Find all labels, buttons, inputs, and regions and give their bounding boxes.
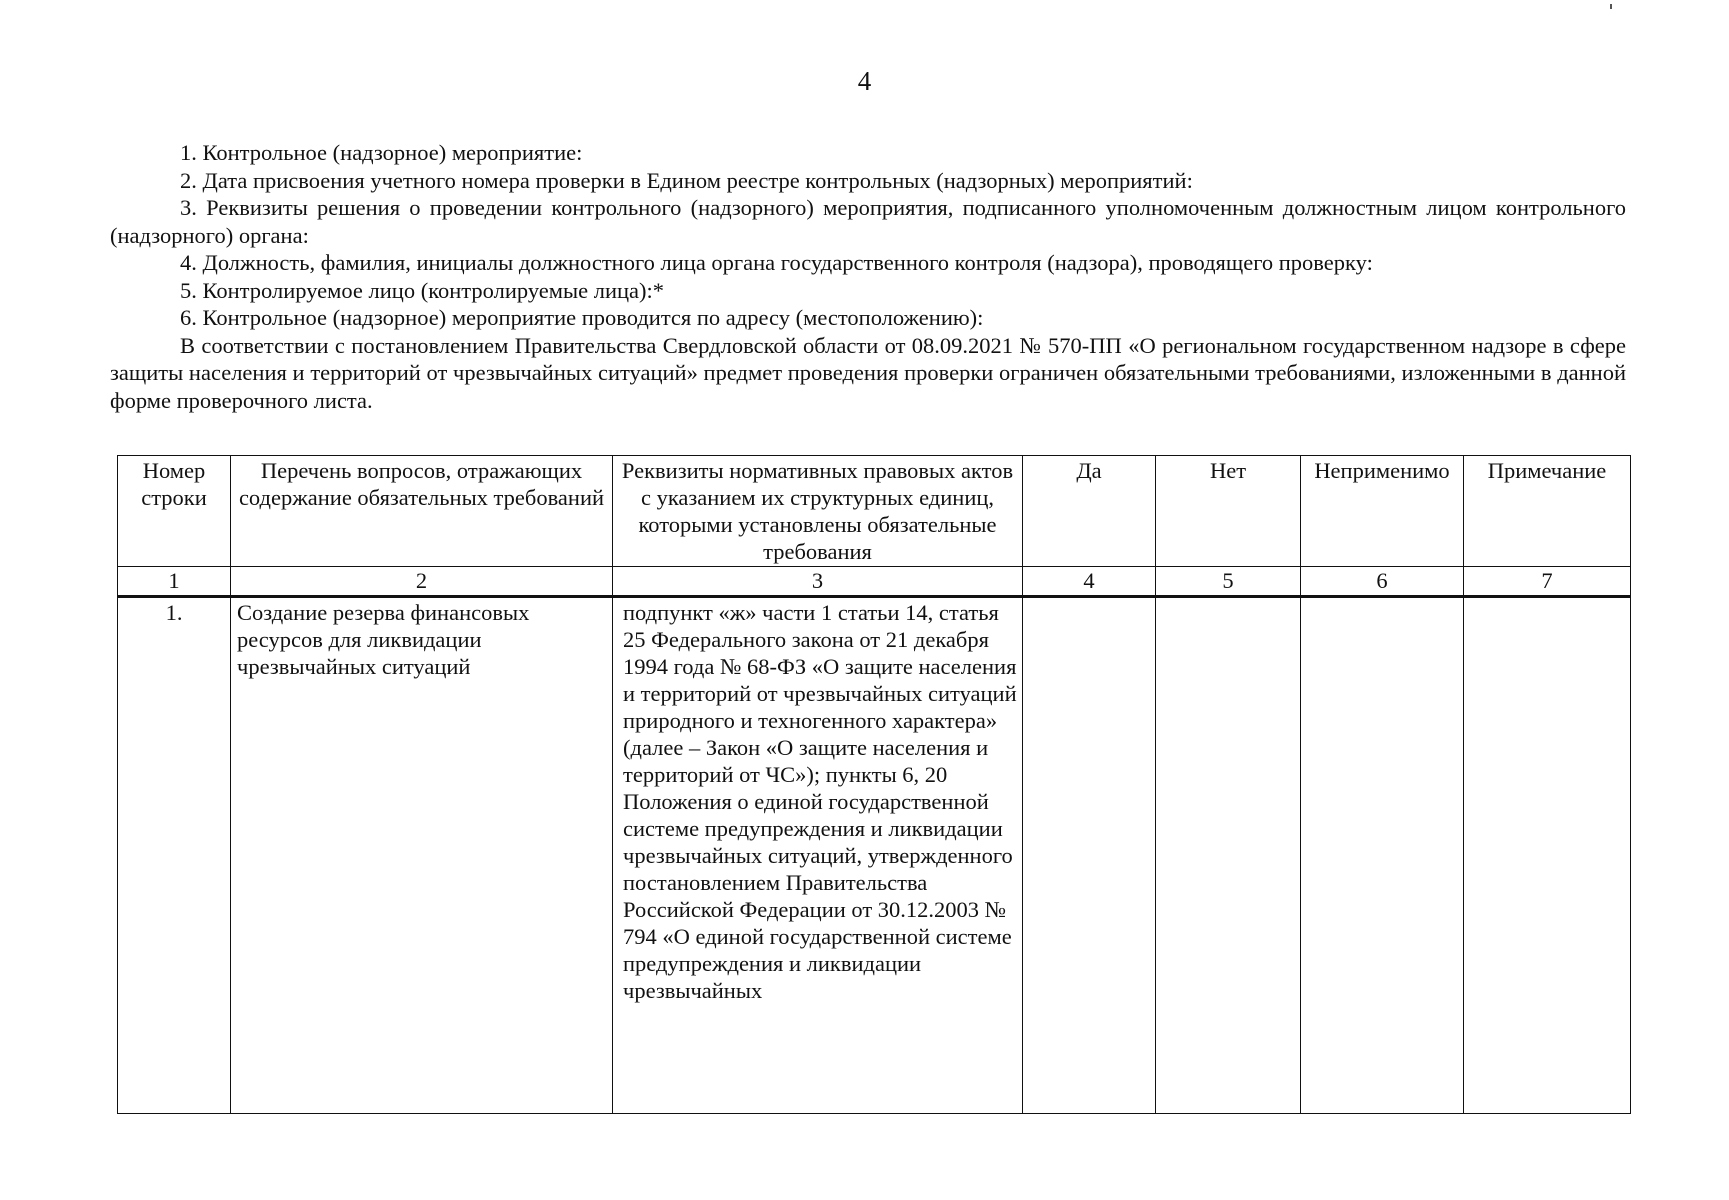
row-number: 1. <box>118 597 231 1114</box>
table-header-row <box>118 456 1631 567</box>
checklist-table <box>117 455 1631 1114</box>
header-no: Нет <box>1156 456 1301 567</box>
column-number: 5 <box>1156 567 1301 597</box>
page-number: 4 <box>857 66 872 96</box>
column-number: 7 <box>1464 567 1631 597</box>
header-note: Примечание <box>1464 456 1631 567</box>
row-answer-yes[interactable] <box>1023 597 1156 1114</box>
header-yes: Да <box>1023 456 1156 567</box>
header-row-number: Номер строки <box>118 456 231 567</box>
intro-section <box>110 139 1626 414</box>
header-questions: Перечень вопросов, отражающих содержание обязательных требований <box>231 456 613 567</box>
intro-item-control-event: 1. Контрольное (надзорное) мероприятие: <box>180 140 583 165</box>
header-legal-acts: Реквизиты нормативных правовых актов с указанием их структурных единиц, которыми установлены обязательные требования <box>613 456 1023 567</box>
intro-item-decision-details: 3. Реквизиты решения о проведении контрольного (надзорного) мероприятия, подписанного уполномоченным должностным лицом контрольного (надзорного) органа: <box>110 195 1626 248</box>
column-number: 3 <box>613 567 1023 597</box>
row-note[interactable] <box>1464 597 1631 1114</box>
row-question: Создание резерва финансовых ресурсов для ликвидации чрезвычайных ситуаций <box>231 597 613 1114</box>
row-legal-acts: подпункт «ж» части 1 статьи 14, статья 25 Федерального закона от 21 декабря 1994 года № 68-ФЗ «О защите населения и территорий от чрезвычайных ситуаций природного и техногенного характера» (далее – Закон «О защите населения и территорий от ЧС»); пункты 6, 20 Положения о единой государственной системе предупреждения и ликвидации чрезвычайных ситуаций, утвержденного постановлением Правительства Российской Федерации от 30.12.2003 № 794 «О единой государственной системе предупреждения и ликвидации чрезвычайных <box>613 597 1023 1114</box>
intro-item-address: 6. Контрольное (надзорное) мероприятие проводится по адресу (местоположению): <box>180 305 984 330</box>
intro-item-registry-date: 2. Дата присвоения учетного номера проверки в Едином реестре контрольных (надзорных) мероприятий: <box>180 167 1193 193</box>
header-not-applicable: Неприменимо <box>1301 456 1464 567</box>
column-number: 1 <box>118 567 231 597</box>
intro-item-controlled-person: 5. Контролируемое лицо (контролируемые лица):* <box>180 277 665 303</box>
column-number-row <box>118 567 1631 597</box>
row-answer-not-applicable[interactable] <box>1301 597 1464 1114</box>
row-answer-no[interactable] <box>1156 597 1301 1114</box>
intro-paragraph-scope: В соответствии с постановлением Правительства Свердловской области от 08.09.2021 № 570-ПП «О региональном государственном надзоре в сфере защиты населения и территорий от чрезвычайных ситуаций» предмет проведения проверки ограничен обязательными требованиями, изложенными в данной форме проверочного листа. <box>110 332 1626 413</box>
table-row <box>118 597 1631 1114</box>
column-number: 6 <box>1301 567 1464 597</box>
intro-item-inspector: 4. Должность, фамилия, инициалы должностного лица органа государственного контроля (надзора), проводящего проверку: <box>180 250 1373 275</box>
column-number: 2 <box>231 567 613 597</box>
column-number: 4 <box>1023 567 1156 597</box>
scan-speck <box>1610 4 1612 9</box>
